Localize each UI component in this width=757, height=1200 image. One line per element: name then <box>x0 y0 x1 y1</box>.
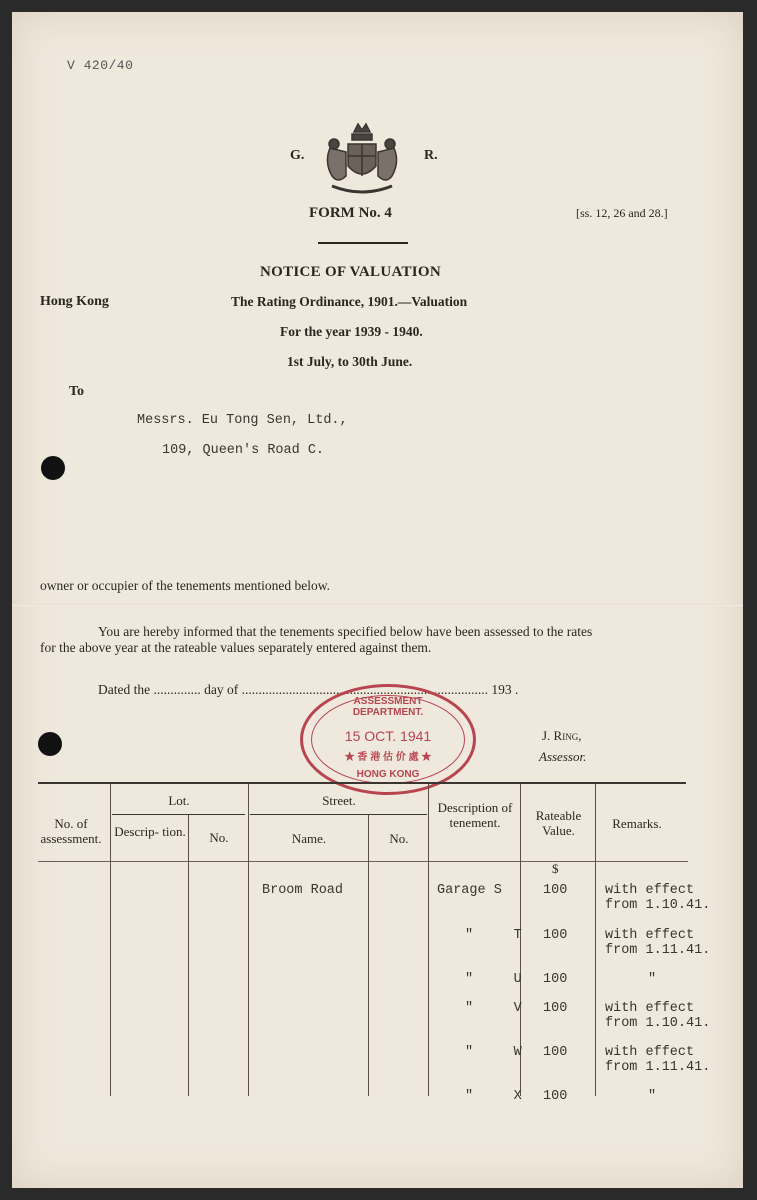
table-top-rule <box>38 782 686 784</box>
row-5-remarks-line-1: with effect <box>605 1045 695 1060</box>
street-name-value: Broom Road <box>262 883 344 898</box>
row-1-remarks-line-1: with effect <box>605 883 695 898</box>
street-header-rule <box>250 814 427 815</box>
column-divider <box>595 784 596 1096</box>
header-lot: Lot. <box>168 793 190 808</box>
row-3-remarks-ditto: " <box>648 972 657 987</box>
punch-hole <box>38 732 62 756</box>
header-remarks: Remarks. <box>612 816 662 831</box>
header-rateable-value: Rateable Value. <box>535 808 582 838</box>
stamp-bottom-text: HONG KONG <box>356 769 420 780</box>
stamp-top-text: ASSESSMENT DEPARTMENT. <box>352 696 424 718</box>
crown-initial-right: R. <box>424 148 438 163</box>
row-1-remarks-line-2: from 1.10.41. <box>605 898 711 913</box>
addressee-name: Messrs. Eu Tong Sen, Ltd., <box>137 413 348 428</box>
stamp-date: 15 OCT. 1941 <box>344 728 432 744</box>
notice-body-line-2: for the above year at the rateable values separately entered against them. <box>40 640 432 655</box>
row-6-description: " X <box>465 1089 522 1104</box>
row-2-remarks-line-1: with effect <box>605 928 695 943</box>
stamp-chinese-text: ★ 香 港 估 价 處 ★ <box>344 752 432 763</box>
addressee-address: 109, Queen's Road C. <box>162 443 325 458</box>
row-5-description: " W <box>465 1045 522 1060</box>
column-divider <box>248 784 249 1096</box>
column-divider <box>368 815 369 1096</box>
crown-initial-left: G. <box>290 148 305 163</box>
year-line: For the year 1939 - 1940. <box>280 324 423 339</box>
row-4-value: 100 <box>543 1001 568 1016</box>
sections-reference: [ss. 12, 26 and 28.] <box>576 206 668 220</box>
row-2-value: 100 <box>543 928 568 943</box>
row-5-value: 100 <box>543 1045 568 1060</box>
title-divider <box>318 242 408 244</box>
form-label: FORM No. 4 <box>309 205 392 221</box>
dated-line: Dated the .............. day of ......................................................................... 193 . <box>98 682 519 697</box>
place-label: Hong Kong <box>40 294 109 309</box>
row-1-value: 100 <box>543 883 568 898</box>
fold-crease <box>12 604 743 606</box>
signatory-title: Assessor. <box>539 749 587 764</box>
ordinance-line: The Rating Ordinance, 1901.—Valuation <box>231 294 468 309</box>
row-2-description: " T <box>465 928 522 943</box>
row-4-remarks-line-2: from 1.10.41. <box>605 1016 711 1031</box>
row-6-value: 100 <box>543 1089 568 1104</box>
signatory-name: J. Ring, <box>542 728 582 743</box>
header-lot-no: No. <box>209 830 229 845</box>
owner-line: owner or occupier of the tenements mentioned below. <box>40 578 331 593</box>
header-street-no: No. <box>389 831 409 846</box>
row-4-description: " V <box>465 1001 522 1016</box>
currency-symbol: $ <box>552 861 559 876</box>
row-1-description: Garage S <box>437 883 502 898</box>
column-divider <box>188 815 189 1096</box>
notice-body-line-1: You are hereby informed that the tenements specified below have been assessed to the rates <box>98 624 593 639</box>
row-5-remarks-line-2: from 1.11.41. <box>605 1060 711 1075</box>
to-label: To <box>69 384 85 399</box>
header-description: Description of tenement. <box>437 800 513 830</box>
reference-number: V 420/40 <box>67 58 134 73</box>
header-bottom-rule <box>38 861 688 862</box>
row-4-remarks-line-1: with effect <box>605 1001 695 1016</box>
notice-title: NOTICE OF VALUATION <box>260 264 442 280</box>
row-6-remarks-ditto: " <box>648 1089 657 1104</box>
header-street-name: Name. <box>291 831 327 846</box>
header-street: Street. <box>322 793 356 808</box>
column-divider <box>428 784 429 1096</box>
lot-header-rule <box>112 814 245 815</box>
header-assessment: No. of assessment. <box>40 816 102 846</box>
royal-coat-of-arms-icon <box>318 118 406 202</box>
assessment-department-stamp <box>300 684 476 795</box>
document-page <box>12 12 743 1188</box>
period-line: 1st July, to 30th June. <box>287 354 413 369</box>
punch-hole <box>41 456 65 480</box>
row-2-remarks-line-2: from 1.11.41. <box>605 943 711 958</box>
row-3-value: 100 <box>543 972 568 987</box>
header-lot-description: Descrip- tion. <box>114 824 186 839</box>
row-3-description: " U <box>465 972 522 987</box>
